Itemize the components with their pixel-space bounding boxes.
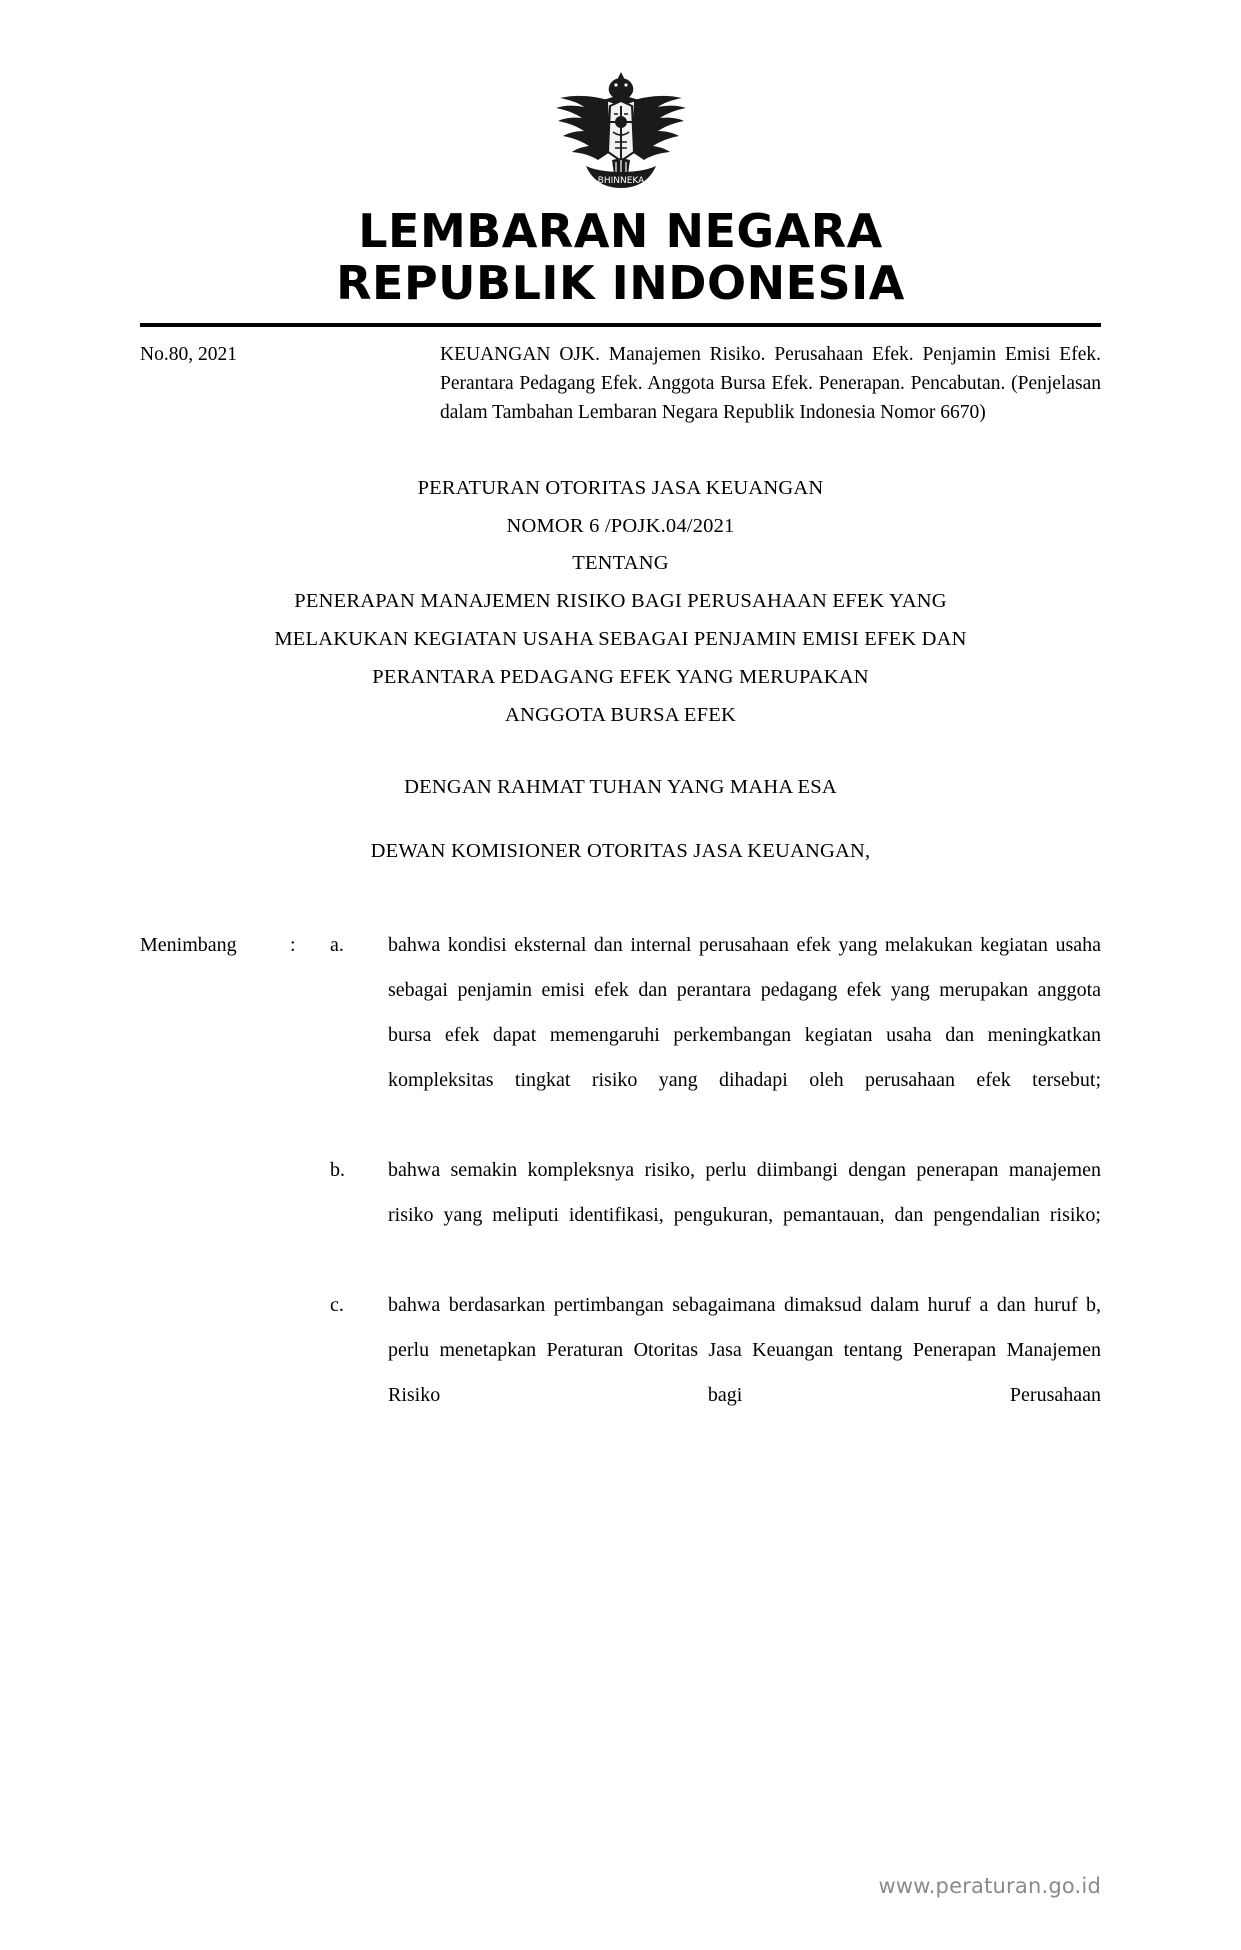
regulation-subject-line-3: PERANTARA PEDAGANG EFEK YANG MERUPAKAN	[372, 666, 869, 689]
header-meta-row	[140, 341, 1101, 428]
consideration-item-b	[140, 1148, 1101, 1283]
consideration-letter-c: c.	[330, 1293, 344, 1316]
svg-text:BHINNEKA: BHINNEKA	[597, 176, 644, 186]
gazette-subject-text: KEUANGAN OJK. Manajemen Risiko. Perusahaan Efek. Penjamin Emisi Efek. Perantara Pedagang Efek. Anggota Bursa Efek. Penerapan. Pencabutan. (Penjelasan dalam Tambahan Lembaran Negara Republik Indonesia Nomor 6670)	[440, 344, 1101, 423]
consideration-letter-b: b.	[330, 1158, 345, 1181]
regulation-number: NOMOR 6 /POJK.04/2021	[506, 514, 735, 537]
footer-watermark: www.peraturan.go.id	[878, 1874, 1101, 1898]
gazette-number: No.80, 2021	[140, 344, 237, 366]
consideration-text-a: bahwa kondisi eksternal dan internal perusahaan efek yang melakukan kegiatan usaha sebagai penjamin emisi efek dan perantara pedagang efek yang merupakan anggota bursa efek dapat memengaruhi perkembangan kegiatan usaha dan meningkatkan kompleksitas tingkat risiko yang dihadapi oleh perusahaan efek tersebut;	[388, 933, 1101, 1091]
garuda-pancasila-emblem-icon	[546, 70, 696, 200]
consideration-text-c: bahwa berdasarkan pertimbangan sebagaimana dimaksud dalam huruf a dan huruf b, perlu menetapkan Peraturan Otoritas Jasa Keuangan tentang Penerapan Manajemen Risiko bagi Perusahaan	[388, 1293, 1101, 1406]
consideration-letter-a: a.	[330, 933, 344, 956]
consideration-item-c	[140, 1283, 1101, 1463]
masthead-line-2: REPUBLIK INDONESIA	[336, 255, 905, 310]
issuing-body-line: DEWAN KOMISIONER OTORITAS JASA KEUANGAN,	[370, 839, 871, 862]
consideration-text-b: bahwa semakin kompleksnya risiko, perlu diimbangi dengan penerapan manajemen risiko yang meliputi identifikasi, pengukuran, pemantauan, dan pengendalian risiko;	[388, 1158, 1101, 1226]
emblem-container	[140, 70, 1101, 200]
masthead-line-1: LEMBARAN NEGARA	[358, 204, 883, 258]
consideration-item-a	[140, 923, 1101, 1148]
considerations-colon: :	[290, 933, 296, 956]
title-spacer-2	[140, 807, 1101, 833]
title-spacer-1	[140, 735, 1101, 769]
gazette-subject	[440, 341, 1101, 428]
considerations-label: Menimbang	[140, 933, 237, 956]
masthead	[140, 206, 1101, 309]
masthead-divider	[140, 323, 1101, 327]
regulation-subject-line-1: PENERAPAN MANAJEMEN RISIKO BAGI PERUSAHAAN EFEK YANG	[294, 590, 947, 613]
title-block	[140, 470, 1101, 871]
regulation-subject-line-2: MELAKUKAN KEGIATAN USAHA SEBAGAI PENJAMIN EMISI EFEK DAN	[274, 628, 967, 651]
regulation-issuer-title: PERATURAN OTORITAS JASA KEUANGAN	[417, 476, 824, 499]
considerations-section	[140, 923, 1101, 1463]
regulation-about-label: TENTANG	[572, 552, 669, 575]
blessing-line: DENGAN RAHMAT TUHAN YANG MAHA ESA	[404, 776, 837, 799]
regulation-subject-line-4: ANGGOTA BURSA EFEK	[505, 704, 736, 727]
